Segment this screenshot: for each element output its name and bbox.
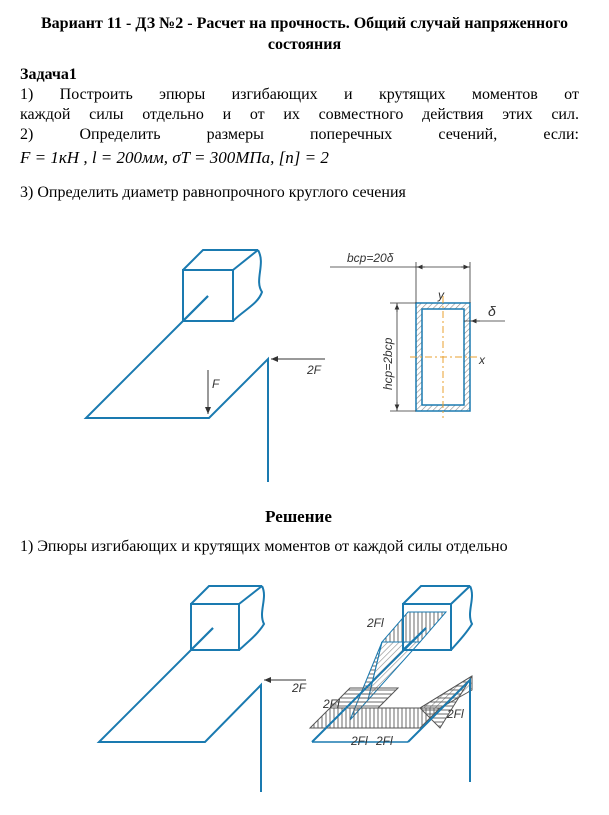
label-2Fl-5: 2Fl bbox=[376, 734, 393, 748]
task-item-3: 3) Определить диаметр равнопрочного круглого сечения bbox=[20, 184, 406, 201]
word: эпюры bbox=[159, 86, 206, 103]
label-2Fl-4: 2Fl bbox=[351, 734, 368, 748]
word: сил. bbox=[551, 106, 579, 123]
word: действия bbox=[422, 106, 484, 123]
word: от bbox=[564, 86, 579, 103]
given-formula: F = 1кН , l = 200мм, σT = 300МПа, [n] = 2 bbox=[20, 148, 329, 167]
word: и bbox=[222, 106, 232, 123]
label-axis-y: y bbox=[438, 288, 444, 302]
word: их bbox=[283, 106, 300, 123]
label-2Fl-2: 2Fl bbox=[323, 697, 340, 711]
force-2F-solution bbox=[264, 680, 307, 695]
word: поперечных bbox=[309, 126, 393, 143]
label-2Fl-3: 2Fl bbox=[447, 707, 464, 721]
word: размеры bbox=[206, 126, 264, 143]
word: изгибающих bbox=[231, 86, 318, 103]
label-h-avg: hср=2bср bbox=[381, 337, 395, 390]
word: и bbox=[344, 86, 353, 103]
word: отдельно bbox=[142, 106, 204, 123]
force-2F-figure-1 bbox=[271, 359, 325, 377]
task-heading: Задача1 bbox=[20, 66, 77, 83]
cross-section bbox=[330, 251, 505, 418]
label-2F: 2F bbox=[307, 363, 322, 377]
label-axis-x: x bbox=[479, 353, 485, 367]
word: если: bbox=[543, 126, 579, 143]
label-delta: δ bbox=[488, 303, 496, 319]
word: каждой bbox=[20, 106, 71, 123]
title-line-2: состояния bbox=[267, 36, 342, 53]
word: 1) bbox=[20, 86, 34, 103]
word: Построить bbox=[59, 86, 133, 103]
frame-solution-right bbox=[312, 586, 472, 782]
label-b-avg: bср=20δ bbox=[347, 251, 394, 265]
word: сечений, bbox=[438, 126, 498, 143]
word: совместного bbox=[318, 106, 404, 123]
label-2Fl-1: 2Fl bbox=[367, 616, 384, 630]
word: крутящих bbox=[378, 86, 446, 103]
word: силы bbox=[89, 106, 124, 123]
word: моментов bbox=[471, 86, 538, 103]
frame-solution-left bbox=[99, 586, 264, 792]
word: этих bbox=[502, 106, 533, 123]
label-2F-solution: 2F bbox=[292, 681, 307, 695]
word: Определить bbox=[79, 126, 161, 143]
solution-heading: Решение bbox=[265, 507, 332, 526]
label-F: F bbox=[212, 377, 220, 391]
frame-figure-1 bbox=[86, 250, 268, 482]
title-line-1: Вариант 11 - ДЗ №2 - Расчет на прочность. Общий случай напряженного bbox=[41, 15, 568, 32]
solution-item-1: 1) Эпюры изгибающих и крутящих моментов от каждой силы отдельно bbox=[20, 538, 508, 555]
word: 2) bbox=[20, 126, 34, 143]
word: от bbox=[249, 106, 265, 123]
